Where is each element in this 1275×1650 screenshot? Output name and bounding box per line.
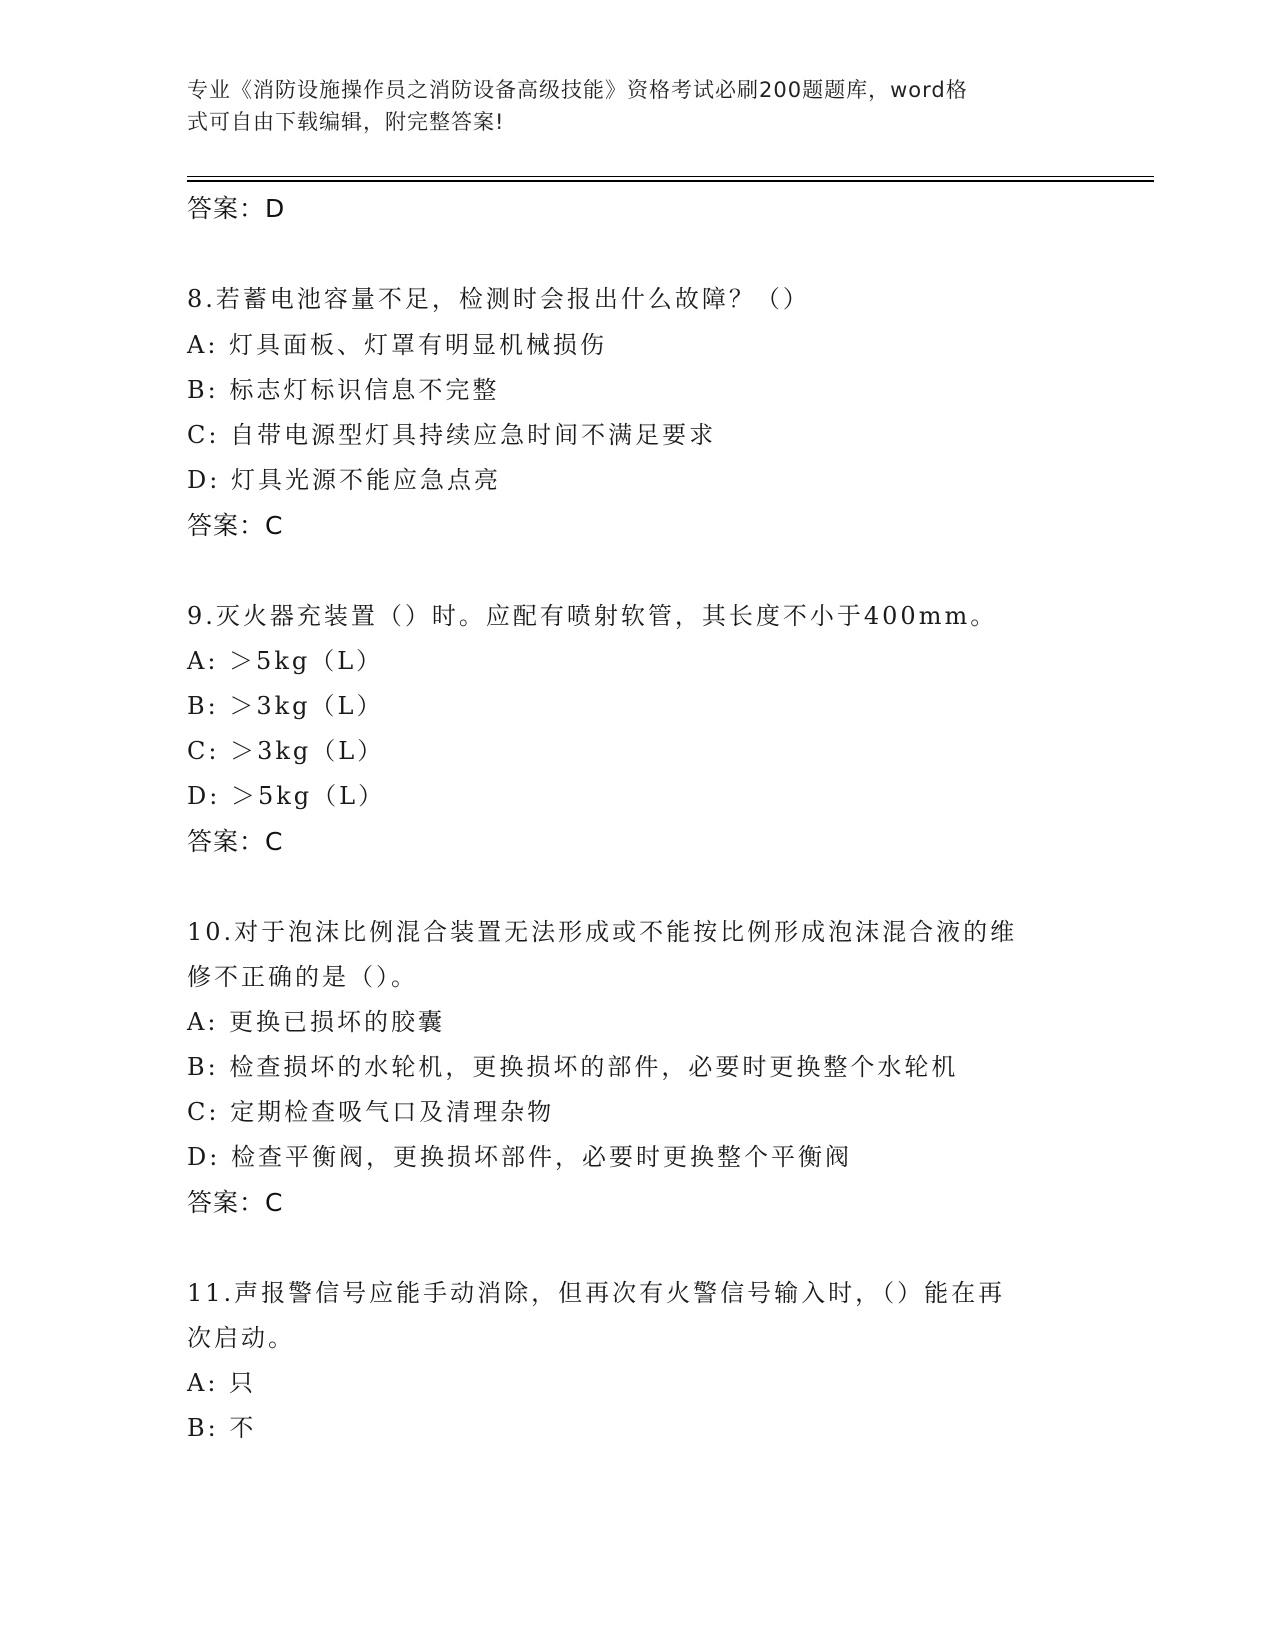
question-10-stem-line-2: 修不正确的是（）。 <box>187 963 418 991</box>
answer-previous: 答案：D <box>187 194 286 223</box>
question-8-option-d: D: 灯具光源不能应急点亮 <box>187 466 501 494</box>
header-divider-thin <box>187 176 1154 177</box>
question-9-option-d: D: ＞5kg（L） <box>187 782 386 810</box>
question-11-option-b: B: 不 <box>187 1414 257 1442</box>
question-10-option-b: B: 检查损坏的水轮机，更换损坏的部件，必要时更换整个水轮机 <box>187 1053 959 1081</box>
question-9-stem: 9.灭火器充装置（）时。应配有喷射软管，其长度不小于400mm。 <box>187 602 998 630</box>
question-10-option-c: C: 定期检查吸气口及清理杂物 <box>187 1098 555 1126</box>
question-8-option-b: B: 标志灯标识信息不完整 <box>187 376 500 404</box>
question-10-option-a: A: 更换已损坏的胶囊 <box>187 1008 446 1036</box>
question-11-stem-line-1: 11.声报警信号应能手动消除，但再次有火警信号输入时，（）能在再 <box>187 1279 1006 1307</box>
question-8-option-a: A: 灯具面板、灯罩有明显机械损伤 <box>187 331 608 359</box>
question-10-option-d: D: 检查平衡阀，更换损坏部件，必要时更换整个平衡阀 <box>187 1143 852 1171</box>
question-9-option-b: B: ＞3kg（L） <box>187 692 384 720</box>
document-header <box>187 74 1067 138</box>
question-8-answer: 答案：C <box>187 511 284 540</box>
question-9-option-a: A: ＞5kg（L） <box>187 647 384 675</box>
question-10-answer: 答案：C <box>187 1188 284 1217</box>
header-line-2: 式可自由下载编辑，附完整答案! <box>187 110 505 134</box>
question-8-stem: 8.若蓄电池容量不足，检测时会报出什么故障？（） <box>187 285 810 313</box>
question-8-option-c: C: 自带电源型灯具持续应急时间不满足要求 <box>187 421 717 449</box>
question-11-stem-line-2: 次启动。 <box>187 1324 295 1352</box>
header-line-1: 专业《消防设施操作员之消防设备高级技能》资格考试必刷200题题库，word格 <box>187 78 968 102</box>
question-11-option-a: A: 只 <box>187 1369 257 1397</box>
header-divider-thick <box>187 180 1154 182</box>
question-9-answer: 答案：C <box>187 827 284 856</box>
question-9-option-c: C: ＞3kg（L） <box>187 737 385 765</box>
question-10-stem-line-1: 10.对于泡沫比例混合装置无法形成或不能按比例形成泡沫混合液的维 <box>187 918 1018 946</box>
